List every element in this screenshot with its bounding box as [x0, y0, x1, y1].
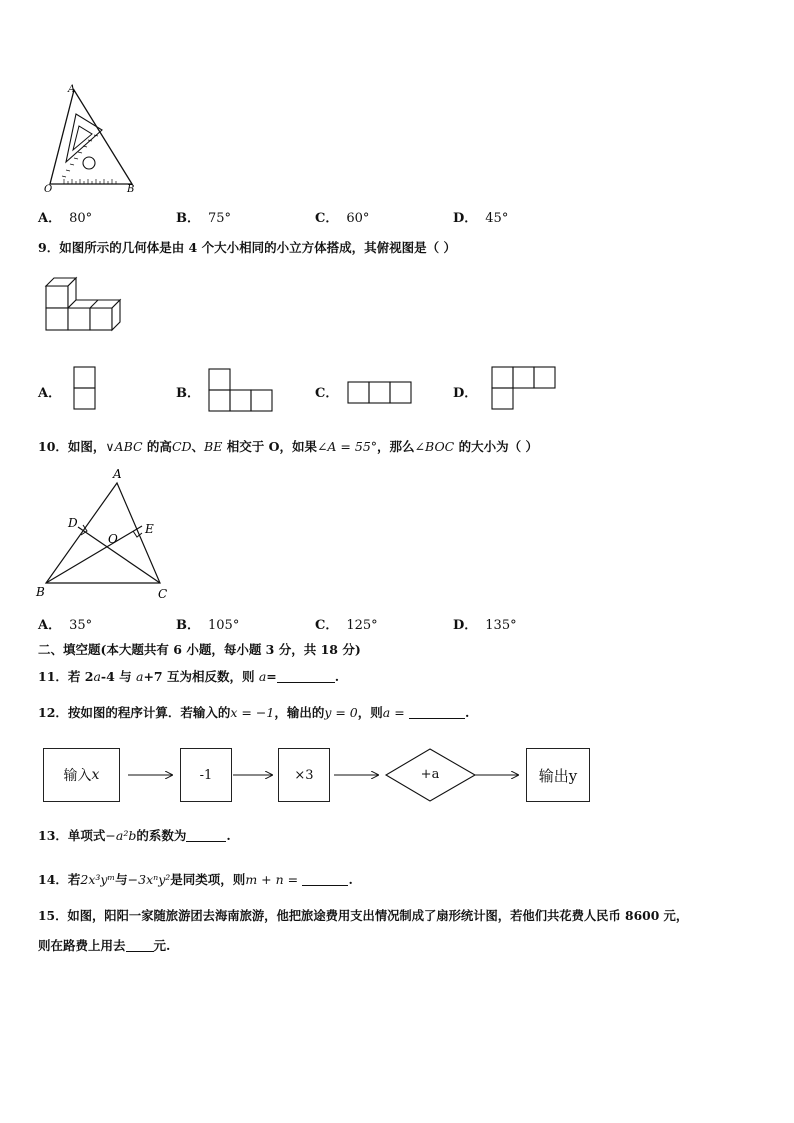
q9-option-d-figure	[491, 366, 559, 412]
question-14-text: 14．若2x³yᵐ与−3xⁿy²是同类项，则m + n = .	[38, 872, 353, 887]
flow-output-box: 输出y	[526, 748, 590, 802]
triangle-figure	[34, 465, 179, 605]
q10-option-a[interactable]: A． 35°	[38, 618, 93, 633]
q8-option-b[interactable]: B． 75°	[176, 211, 232, 226]
question-15-line-2: 则在路费上用去 元.	[38, 938, 171, 953]
answer-blank[interactable]	[126, 939, 154, 952]
point-c-label: C	[158, 587, 168, 601]
set-square-figure	[40, 80, 150, 195]
question-9-text: 9．如图所示的几何体是由 4 个大小相同的小立方体搭成，其俯视图是（ ）	[38, 240, 456, 255]
section-heading: 二、填空题(本大题共有 6 小题，每小题 3 分，共 18 分)	[38, 642, 361, 657]
flow-arrows	[0, 740, 794, 810]
point-b-label: B	[127, 184, 135, 195]
q9-option-d[interactable]: D．	[453, 386, 478, 401]
answer-blank[interactable]	[302, 873, 348, 886]
q10-option-d[interactable]: D． 135°	[453, 618, 517, 633]
point-o-label: O	[44, 184, 53, 195]
q9-option-a[interactable]: A．	[38, 386, 62, 401]
answer-blank[interactable]	[277, 670, 335, 683]
answer-blank[interactable]	[409, 706, 465, 719]
flow-step-plus-a: +a	[420, 767, 440, 782]
flow-step-times-three: ×3	[278, 748, 330, 802]
q9-option-b[interactable]: B．	[176, 386, 200, 401]
q9-option-a-figure	[73, 366, 97, 410]
q9-option-c-figure	[347, 381, 415, 406]
q10-option-c[interactable]: C． 125°	[315, 618, 378, 633]
point-a-label: A	[68, 84, 76, 95]
point-d-label: D	[68, 516, 78, 530]
question-10-text: 10．如图，∨ABC 的高CD、BE 相交于 O，如果∠A = 55°，那么∠BOC 的大小为（ ）	[38, 439, 538, 454]
q8-option-d[interactable]: D． 45°	[453, 211, 509, 226]
q10-option-b[interactable]: B． 105°	[176, 618, 240, 633]
q8-option-c[interactable]: C． 60°	[315, 211, 370, 226]
point-b-label: B	[36, 585, 45, 599]
question-15-line-1: 15．如图，阳阳一家随旅游团去海南旅游，他把旅途费用支出情况制成了扇形统计图，若他们共花费人民币 8600 元，	[38, 908, 689, 923]
q9-option-c[interactable]: C．	[315, 386, 339, 401]
q8-option-a[interactable]: A． 80°	[38, 211, 93, 226]
flow-step-minus-one: -1	[180, 748, 232, 802]
point-o-label: O	[108, 532, 118, 546]
point-a-label: A	[113, 467, 122, 481]
answer-blank[interactable]	[186, 829, 226, 842]
q9-option-b-figure	[208, 368, 276, 412]
question-13-text: 13．单项式−a²b的系数为 .	[38, 828, 231, 843]
question-11-text: 11．若 2a-4 与 a+7 互为相反数，则 a= .	[38, 669, 340, 684]
flow-input-box: 输入 x	[43, 748, 120, 802]
question-12-text: 12．按如图的程序计算．若输入的x = −1，输出的y = 0，则a = .	[38, 705, 470, 720]
point-e-label: E	[145, 522, 154, 536]
cube-solid-figure	[40, 272, 130, 337]
